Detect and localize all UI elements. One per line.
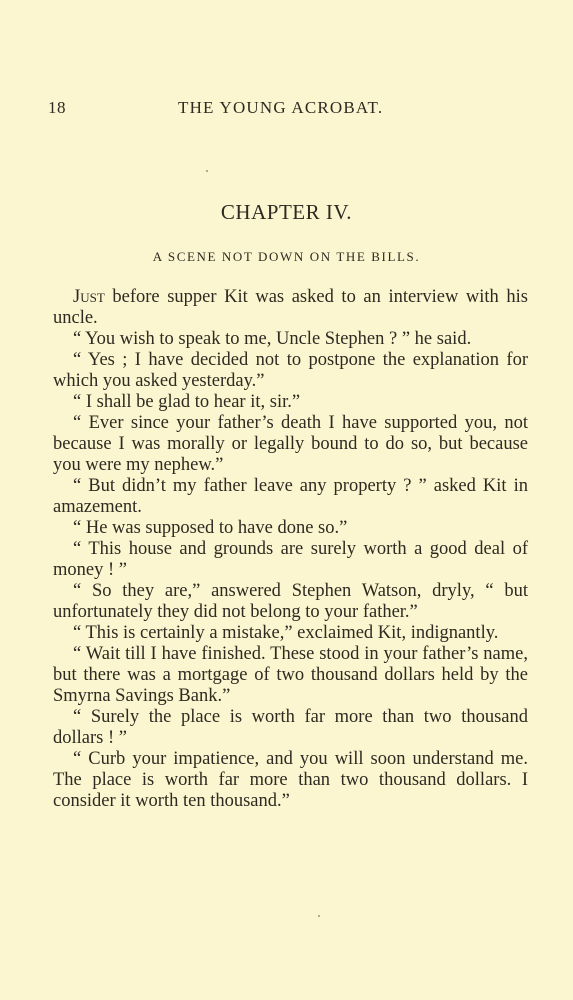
paragraph-lead-word: Just [73, 287, 105, 307]
paragraph-text: “ You wish to speak to me, Uncle Stephen ? ” he said. [73, 329, 472, 349]
paragraph-text: “ Curb your impatience, and you will soon understand me. The place is worth far more than two thousand dollars. I consider it worth ten thousand.” [53, 749, 528, 811]
paragraph [53, 707, 528, 749]
chapter-heading: CHAPTER IV. [220, 200, 353, 224]
running-head [48, 98, 528, 122]
chapter-body [53, 287, 528, 812]
paragraph-text: “ But didn’t my father leave any property ? ” asked Kit in amazement. [53, 476, 528, 517]
paragraph [53, 539, 528, 581]
paragraph [53, 749, 528, 812]
paragraph-text: “ I shall be glad to hear it, sir.” [73, 392, 301, 412]
paragraph-text: “ He was supposed to have done so.” [73, 518, 348, 538]
paragraph [53, 581, 528, 623]
paragraph-text: “ Ever since your father’s death I have supported you, not because I was morally or legally bound to do so, but because you were my nephew.” [53, 413, 528, 475]
paragraph [53, 623, 528, 644]
paragraph-text: “ Wait till I have finished. These stood in your father’s name, but there was a mortgage of two thousand dollars held by the Smyrna Savings Bank.” [53, 644, 528, 706]
paper-speck [318, 915, 320, 917]
book-title: THE YOUNG ACROBAT. [178, 98, 384, 117]
paper-speck [206, 170, 208, 172]
paragraph [53, 476, 528, 518]
paragraph-text: “ Yes ; I have decided not to postpone the explanation for which you asked yesterday.” [53, 350, 528, 391]
paragraph [53, 392, 528, 413]
paragraph-text: before supper Kit was asked to an interview with his uncle. [53, 287, 528, 328]
paragraph [53, 287, 528, 329]
page-number: 18 [48, 98, 66, 117]
paragraph [53, 644, 528, 707]
paragraph-text: “ So they are,” answered Stephen Watson, dryly, “ but unfortunately they did not belong to your father.” [53, 581, 528, 622]
paragraph [53, 329, 528, 350]
paragraph [53, 518, 528, 539]
paragraph [53, 413, 528, 476]
paragraph-text: “ Surely the place is worth far more than two thousand dollars ! ” [53, 707, 528, 748]
paragraph-text: “ This is certainly a mistake,” exclaimed Kit, indignantly. [73, 623, 499, 643]
paragraph [53, 350, 528, 392]
paragraph-text: “ This house and grounds are surely worth a good deal of money ! ” [53, 539, 528, 580]
chapter-subtitle: A SCENE NOT DOWN ON THE BILLS. [152, 249, 421, 264]
